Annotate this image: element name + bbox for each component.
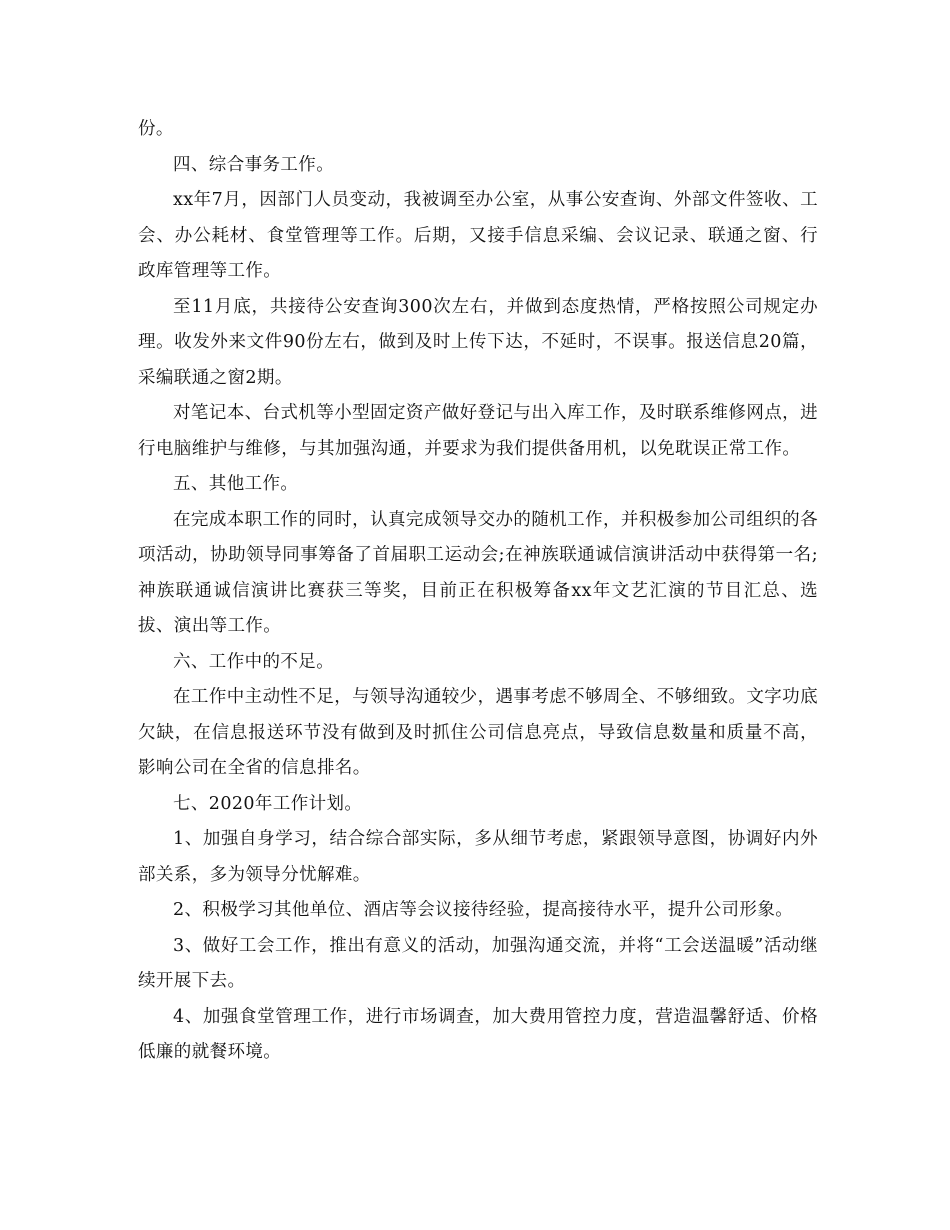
section-heading-other-work: 五、其他工作。 — [173, 474, 299, 494]
plan-item: 2、积极学习其他单位、酒店等会议接待经验，提高接待水平，提升公司形象。 — [173, 900, 794, 920]
paragraph: 对笔记本、台式机等小型固定资产做好登记与出入库工作，及时联系维修网点，进行电脑维护与维修，与其加强沟通，并要求为我们提供备用机，以免耽误正常工作。 — [138, 403, 818, 459]
paragraph: xx年7月，因部门人员变动，我被调至办公室，从事公安查询、外部文件签收、工会、办公耗材、食堂管理等工作。后期，又接手信息采编、会议记录、联通之窗、行政库管理等工作。 — [138, 190, 818, 281]
section-heading-work-plan: 七、2020年工作计划。 — [173, 793, 363, 814]
plan-item: 1、加强自身学习，结合综合部实际，多从细节考虑，紧跟领导意图，协调好内外部关系，多为领导分忧解难。 — [138, 829, 818, 885]
paragraph-continuation: 份。 — [138, 119, 174, 139]
section-heading-shortcomings: 六、工作中的不足。 — [173, 651, 335, 672]
section-heading-general-affairs: 四、综合事务工作。 — [173, 154, 335, 175]
paragraph: 在完成本职工作的同时，认真完成领导交办的随机工作，并积极参加公司组织的各项活动，协助领导同事筹备了首届职工运动会;在神族联通诚信演讲活动中获得第一名;神族联通诚信演讲比赛获三等奖，目前正在积极筹备xx年文艺汇演的节目汇总、选拔、演出等工作。 — [138, 509, 818, 636]
paragraph: 至11月底，共接待公安查询300次左右，并做到态度热情，严格按照公司规定办理。收发外来文件90份左右，做到及时上传下达，不延时，不误事。报送信息20篇，采编联通之窗2期。 — [138, 296, 818, 388]
plan-item: 4、加强食堂管理工作，进行市场调查，加大费用管控力度，营造温馨舒适、价格低廉的就餐环境。 — [138, 1006, 818, 1062]
paragraph: 在工作中主动性不足，与领导沟通较少，遇事考虑不够周全、不够细致。文字功底欠缺，在信息报送环节没有做到及时抓住公司信息亮点，导致信息数量和质量不高，影响公司在全省的信息排名。 — [138, 687, 818, 778]
plan-item: 3、做好工会工作，推出有意义的活动，加强沟通交流，并将“工会送温暖”活动继续开展下去。 — [138, 935, 818, 991]
document-body — [138, 112, 818, 1071]
